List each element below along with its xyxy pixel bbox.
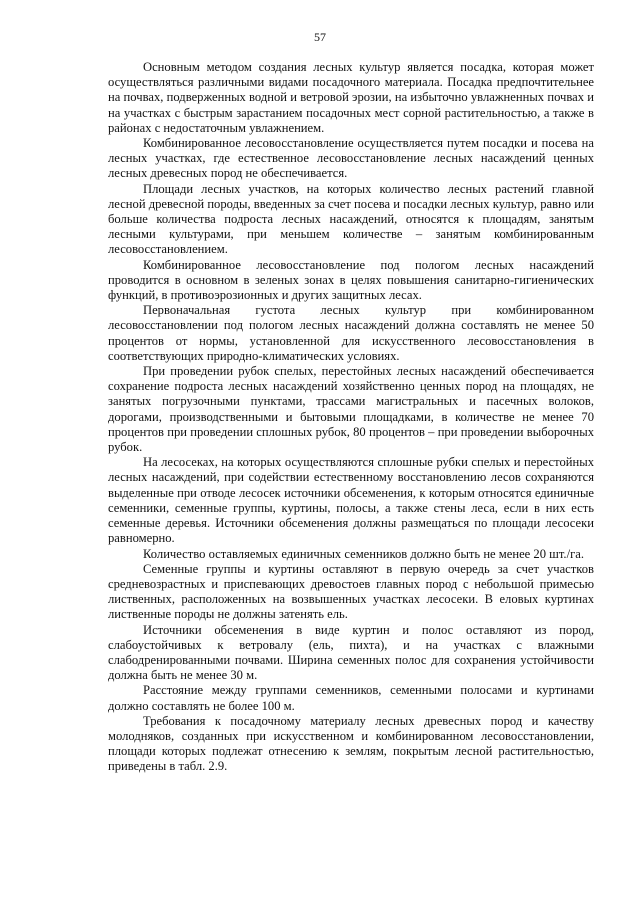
paragraph: Основным методом создания лесных культур является посадка, которая может осуществляться различными видами посадочного материала. Посадка предпочтительнее на почвах, подверженных водной и ветровой эрозии, на избыточно увлажненных почвах и на участках с быстрым зарастанием посадочных мест сорной растительностью, а также в районах с недостаточным увлажнением. <box>108 60 594 135</box>
paragraph: Комбинированное лесовосстановление под пологом лесных насаждений проводится в основном в зеленых зонах в целях повышения санитарно-гигиенических функций, в противоэрозионных и других защитных лесах. <box>108 257 594 303</box>
paragraph: Расстояние между группами семенников, семенными полосами и куртинами должно составлять не более 100 м. <box>108 683 594 713</box>
page-number: 57 <box>314 30 326 44</box>
paragraph: Источники обсеменения в виде куртин и полос оставляют из пород, слабоустойчивых к ветровалу (ель, пихта), и на участках с влажными слабодренированными почвами. Ширина семенных полос для сохранения устойчивости должна быть не менее 30 м. <box>108 622 594 683</box>
paragraph: Семенные группы и куртины оставляют в первую очередь за счет участков средневозрастных и приспевающих древостоев главных пород с небольшой примесью лиственных, расположенных на возвышенных участках лесосеки. В еловых куртинах лиственные породы не должны затенять ель. <box>108 561 594 622</box>
paragraph: Площади лесных участков, на которых количество лесных растений главной лесной древесной породы, введенных за счет посева и посадки лесных культур, равно или больше количества подроста лесных насаждений, относятся к площадям, занятым лесными культурами, при меньшем количестве – занятым комбинированным лесовосстановлением. <box>108 181 594 257</box>
document-body <box>108 60 594 775</box>
paragraph: Комбинированное лесовосстановление осуществляется путем посадки и посева на лесных участках, где естественное лесовосстановление лесных насаждений ценных лесных древесных пород не обеспечивается. <box>108 136 594 181</box>
paragraph: Первоначальная густота лесных культур при комбинированном лесовосстановлении под пологом лесных насаждений должна составлять не менее 50 процентов от нормы, установленной для искусственного лесовосстановления в соответствующих природно-климатических условиях. <box>108 303 594 363</box>
paragraph: На лесосеках, на которых осуществляются сплошные рубки спелых и перестойных лесных насаждений, при содействии естественному восстановлению лесов сохраняются выделенные при отводе лесосек источники обсеменения, к которым относятся единичные семенники, семенные группы, куртины, полосы, а также стены леса, если в них есть семенные деревья. Источники обсеменения должны размещаться по площади лесосеки равномерно. <box>108 455 594 546</box>
paragraph: Требования к посадочному материалу лесных древесных пород и качеству молодняков, созданных при искусственном и комбинированном лесовосстановлении, площади которых подлежат отнесению к землям, покрытым лесной растительностью, приведены в табл. 2.9. <box>108 713 594 774</box>
paragraph: При проведении рубок спелых, перестойных лесных насаждений обеспечивается сохранение подроста лесных насаждений хозяйственно ценных пород на площадях, не занятых погрузочными пунктами, трассами магистральных и пасечных волоков, дорогами, производственными и бытовыми площадками, в количестве не менее 70 процентов при проведении сплошных рубок, 80 процентов – при проведении выборочных рубок. <box>108 364 594 455</box>
paragraph: Количество оставляемых единичных семенников должно быть не менее 20 шт./га. <box>143 546 584 561</box>
